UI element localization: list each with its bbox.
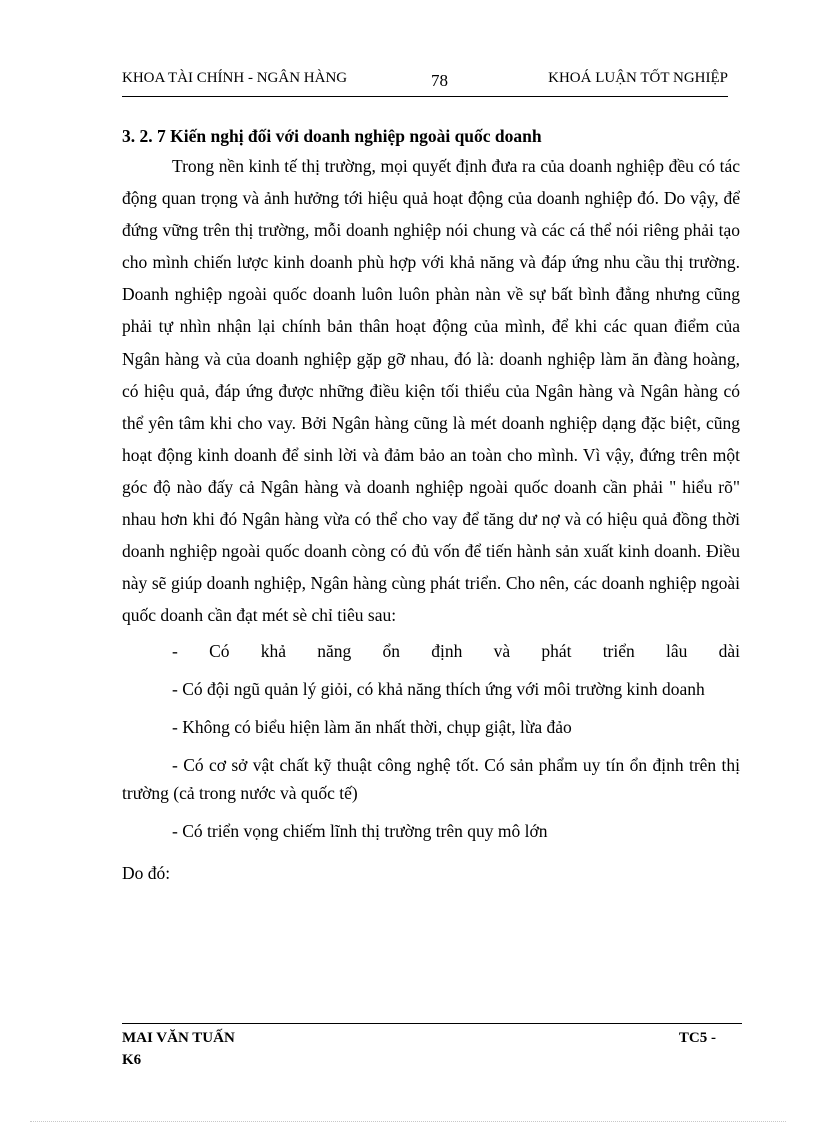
header-page-number: 78: [431, 71, 448, 90]
list-item: - Có đội ngũ quản lý giỏi, có khả năng thích ứng với môi trường kinh doanh: [172, 679, 705, 700]
list-item: - Có khả năng ổn định và phát triển lâu dài: [172, 641, 740, 662]
header-faculty: KHOA TÀI CHÍNH - NGÂN HÀNG: [122, 70, 348, 86]
page-content: [122, 122, 740, 887]
page-header: [122, 70, 728, 96]
header-thesis-title: KHOÁ LUẬN TỐT NGHIỆP: [548, 70, 728, 86]
footer-class-code-cont: K6: [122, 1052, 142, 1068]
list-item: - Có cơ sở vật chất kỹ thuật công nghệ tốt. Có sản phẩm uy tín ổn định trên thị trường (cả trong nước và quốc tế): [122, 755, 740, 804]
body-paragraph: Trong nền kinh tế thị trường, mọi quyết định đưa ra của doanh nghiệp đều có tác động quan trọng và ảnh hưởng tới hiệu quả hoạt động của doanh nghiệp đó. Do vậy, để đứng vững trên thị trường, mỗi doanh nghiệp nói chung và các cá thể nói riêng phải tạo cho mình chiến lược kinh doanh phù hợp với khả năng và đáp ứng nhu cầu thị trường. Doanh nghiệp ngoài quốc doanh luôn luôn phàn nàn về sự bất bình đẳng nhưng cũng phải tự nhìn nhận lại chính bản thân hoạt động của mình, để khi các quan điểm của Ngân hàng và của doanh nghiệp gặp gỡ nhau, đó là: doanh nghiệp làm ăn đàng hoàng, có hiệu quả, đáp ứng được những điều kiện tối thiểu của Ngân hàng và Ngân hàng có thể yên tâm khi cho vay. Bởi Ngân hàng cũng là mét doanh nghiệp dạng đặc biệt, cũng hoạt động kinh doanh để sinh lời và đảm bảo an toàn cho mình. Vì vậy, đứng trên một góc độ nào đấy cả Ngân hàng và doanh nghiệp ngoài quốc doanh cần phải " hiểu rõ" nhau hơn khi đó Ngân hàng vừa có thể cho vay để tăng dư nợ và có hiệu quả đồng thời doanh nghiệp ngoài quốc doanh còng có đủ vốn để tiến hành sản xuất kinh doanh. Điều này sẽ giúp doanh nghiệp, Ngân hàng cùng phát triển. Cho nên, các doanh nghiệp ngoài quốc doanh cần đạt mét sè chỉ tiêu sau:: [122, 156, 740, 626]
list-item: - Không có biểu hiện làm ăn nhất thời, chụp giật, lừa đảo: [172, 717, 572, 738]
footer-author: MAI VĂN TUẤN: [122, 1030, 235, 1046]
section-heading: 3. 2. 7 Kiến nghị đối với doanh nghiệp ngoài quốc doanh: [122, 126, 542, 146]
closing-text: Do đó:: [122, 863, 171, 884]
list-item: - Có triển vọng chiếm lĩnh thị trường trên quy mô lớn: [172, 821, 548, 842]
footer-rule: [122, 1023, 742, 1024]
header-rule: [122, 96, 728, 97]
page-bottom-divider: [30, 1121, 786, 1122]
footer-class-code: TC5 -: [678, 1030, 716, 1046]
